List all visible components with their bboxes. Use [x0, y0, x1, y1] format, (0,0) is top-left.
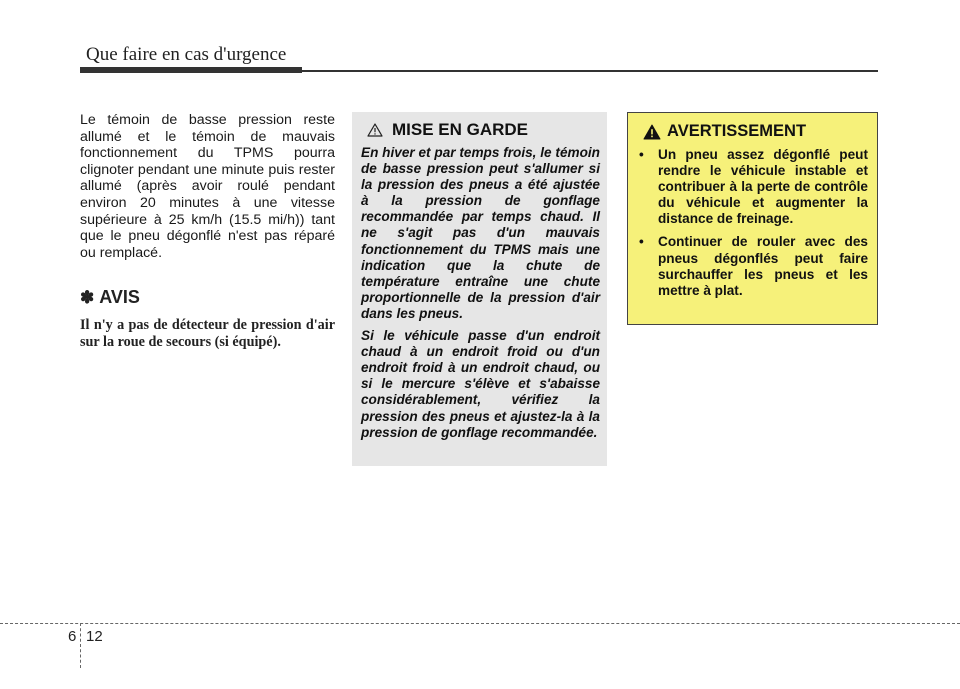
avis-star-icon: ✽: [80, 287, 95, 307]
footer-rule: [0, 623, 960, 624]
footer-divider: [80, 623, 81, 668]
caution-paragraph: Si le véhicule passe d'un endroit chaud à un endroit froid ou d'un endroit froid à un endroit chaud, ou si le mercure s'élève et s'abaisse considérablement, vérifiez la pression des pneus et ajustez-la à la pression de gonflage recommandée.: [361, 328, 600, 440]
warning-title: AVERTISSEMENT: [667, 122, 807, 140]
tpms-body-text: Le témoin de basse pression reste allumé et le témoin de mauvais fonctionnement du TPMS pourra clignoter pendant une minute puis rester allumé (après avoir roulé pendant environ 20 minutes à une vitesse supérieure à 25 km/h (15.5 mi/h)) tant que le pneu dégonflé n'est pas réparé ou remplacé.: [80, 112, 335, 261]
warning-item-text: Un pneu assez dégonflé peut rendre le véhicule instable et contribuer à la perte de contrôle du véhicule et augmenter la distance de freinage.: [658, 147, 868, 227]
warning-triangle-filled-icon: [643, 124, 661, 140]
page-number: 12: [86, 628, 103, 645]
warning-heading: [643, 122, 868, 141]
caution-box: [352, 112, 607, 466]
avis-title: AVIS: [99, 287, 140, 308]
bullet: •: [639, 147, 644, 162]
caution-title: MISE EN GARDE: [392, 120, 529, 139]
chapter-number: 6: [68, 628, 77, 645]
warning-list-item: [637, 234, 868, 298]
avis-text: Il n'y a pas de détecteur de pression d'air sur la roue de secours (si équipé).: [80, 317, 335, 350]
bullet: •: [639, 234, 644, 250]
warning-list-item: [637, 147, 868, 227]
caution-heading: [367, 120, 600, 140]
left-column: [80, 112, 335, 350]
warning-box: [627, 112, 878, 325]
avis-heading: [80, 287, 335, 308]
caution-paragraph: En hiver et par temps frois, le témoin de basse pression peut s'allumer si la pression des pneus a été ajustée à la pression de gonflage recommandée par temps chaud. Il ne s'agit pas d'un mauvais fonctionnement du TPMS mais une indication que la chute de température entraîne une chute proportionnelle de la pression d'air dans les pneus.: [361, 145, 600, 321]
page-header-title: Que faire en cas d'urgence: [86, 44, 287, 65]
header-rule-thick: [80, 67, 302, 73]
warning-list: [637, 147, 868, 299]
warning-item-text: Continuer de rouler avec des pneus dégonflés peut faire surchauffer les pneus et les mettre à plat.: [658, 234, 868, 298]
caution-triangle-outline-icon: [367, 123, 383, 137]
header-rule-thin: [302, 70, 878, 72]
